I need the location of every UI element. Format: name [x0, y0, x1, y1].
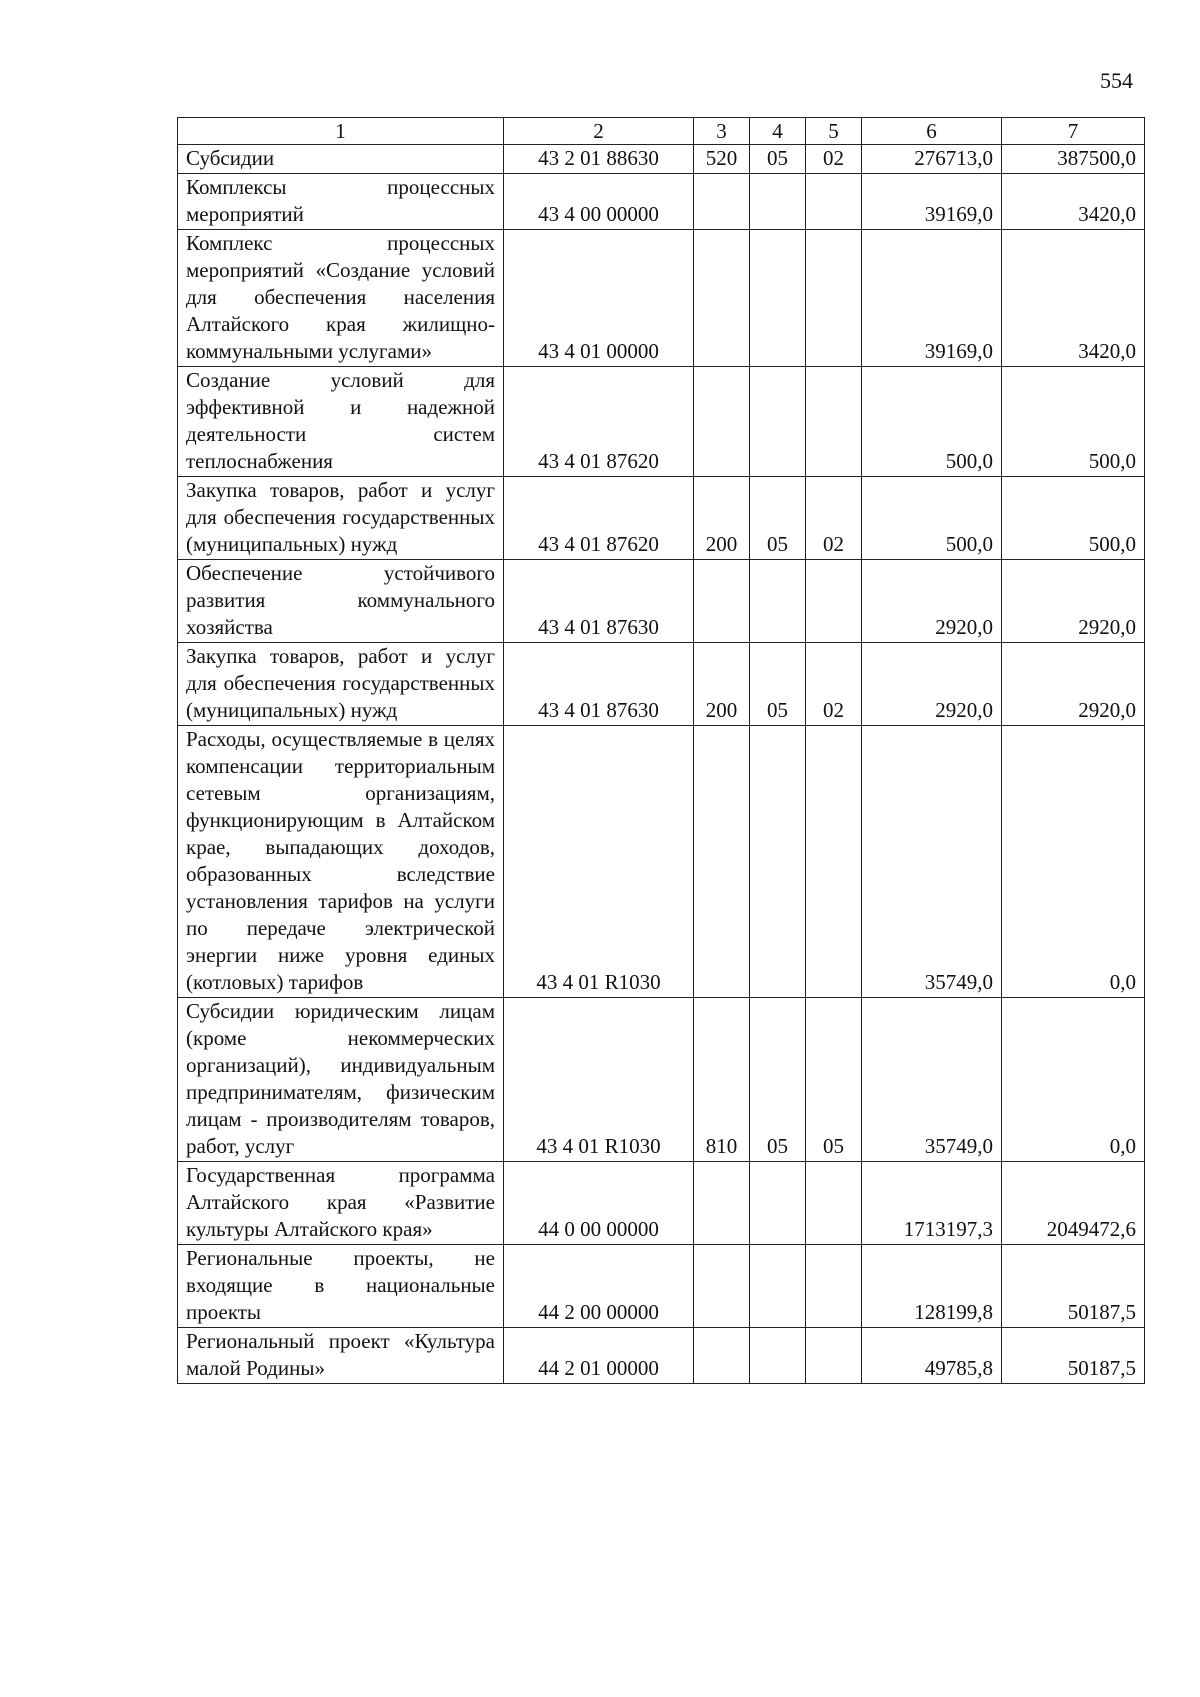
- col-header-6: 6: [862, 118, 1002, 145]
- row-c7: 50187,5: [1002, 1328, 1145, 1384]
- row-c6: 49785,8: [862, 1328, 1002, 1384]
- row-c7: 0,0: [1002, 998, 1145, 1162]
- row-c6: 39169,0: [862, 230, 1002, 367]
- row-c3: [694, 174, 750, 230]
- table-row: [178, 1328, 1145, 1384]
- row-code: 43 4 01 87630: [504, 560, 694, 643]
- row-c4: 05: [750, 643, 806, 726]
- header-row: [178, 118, 1145, 145]
- row-c7: 2920,0: [1002, 560, 1145, 643]
- table-row: [178, 998, 1145, 1162]
- page-number: 554: [1100, 68, 1133, 93]
- row-c5: [806, 230, 862, 367]
- col-header-2: 2: [504, 118, 694, 145]
- row-code: 43 4 01 87620: [504, 367, 694, 477]
- row-c7: 0,0: [1002, 726, 1145, 998]
- table-row: [178, 174, 1145, 230]
- row-c5: [806, 367, 862, 477]
- table-row: [178, 1245, 1145, 1328]
- col-header-7: 7: [1002, 118, 1145, 145]
- row-c3: 520: [694, 145, 750, 174]
- row-c6: 39169,0: [862, 174, 1002, 230]
- row-c4: 05: [750, 145, 806, 174]
- row-c4: [750, 726, 806, 998]
- row-c3: [694, 1328, 750, 1384]
- row-name: Комплекс процессных мероприятий «Создание условий для обеспечения населения Алтайского края жилищно-коммунальными услугами»: [178, 230, 504, 367]
- row-name: Создание условий для эффективной и надежной деятельности систем теплоснабжения: [178, 367, 504, 477]
- row-c3: [694, 726, 750, 998]
- row-c5: [806, 174, 862, 230]
- row-c6: 1713197,3: [862, 1162, 1002, 1245]
- row-c5: [806, 1328, 862, 1384]
- row-c4: [750, 1245, 806, 1328]
- row-c6: 500,0: [862, 367, 1002, 477]
- row-code: 43 2 01 88630: [504, 145, 694, 174]
- row-c4: 05: [750, 477, 806, 560]
- row-c6: 2920,0: [862, 560, 1002, 643]
- row-c3: [694, 1245, 750, 1328]
- col-header-5: 5: [806, 118, 862, 145]
- row-name: Комплексы процессных мероприятий: [178, 174, 504, 230]
- table-row: [178, 643, 1145, 726]
- table-row: [178, 477, 1145, 560]
- col-header-3: 3: [694, 118, 750, 145]
- row-c6: 35749,0: [862, 998, 1002, 1162]
- row-c3: 810: [694, 998, 750, 1162]
- row-c5: 02: [806, 477, 862, 560]
- row-code: 43 4 01 R1030: [504, 998, 694, 1162]
- row-c6: 276713,0: [862, 145, 1002, 174]
- row-code: 43 4 00 00000: [504, 174, 694, 230]
- row-code: 44 2 01 00000: [504, 1328, 694, 1384]
- table-row: [178, 560, 1145, 643]
- row-code: 43 4 01 00000: [504, 230, 694, 367]
- row-code: 43 4 01 87620: [504, 477, 694, 560]
- row-c7: 500,0: [1002, 367, 1145, 477]
- row-c5: 02: [806, 145, 862, 174]
- row-c7: 2920,0: [1002, 643, 1145, 726]
- row-code: 44 0 00 00000: [504, 1162, 694, 1245]
- row-c4: [750, 560, 806, 643]
- row-c3: 200: [694, 643, 750, 726]
- row-c4: [750, 1162, 806, 1245]
- col-header-4: 4: [750, 118, 806, 145]
- table-row: [178, 145, 1145, 174]
- row-c3: [694, 367, 750, 477]
- row-name: Региональные проекты, не входящие в национальные проекты: [178, 1245, 504, 1328]
- row-c6: 128199,8: [862, 1245, 1002, 1328]
- row-c7: 2049472,6: [1002, 1162, 1145, 1245]
- row-name: Закупка товаров, работ и услуг для обеспечения государственных (муниципальных) нужд: [178, 643, 504, 726]
- row-c4: 05: [750, 998, 806, 1162]
- row-name: Государственная программа Алтайского края «Развитие культуры Алтайского края»: [178, 1162, 504, 1245]
- row-c7: 500,0: [1002, 477, 1145, 560]
- budget-table: [177, 117, 1145, 1384]
- row-name: Субсидии: [178, 145, 504, 174]
- row-name: Закупка товаров, работ и услуг для обеспечения государственных (муниципальных) нужд: [178, 477, 504, 560]
- row-c7: 50187,5: [1002, 1245, 1145, 1328]
- table-row: [178, 726, 1145, 998]
- row-c6: 2920,0: [862, 643, 1002, 726]
- row-c3: [694, 1162, 750, 1245]
- row-c4: [750, 1328, 806, 1384]
- row-c5: [806, 1245, 862, 1328]
- table-row: [178, 230, 1145, 367]
- row-name: Субсидии юридическим лицам (кроме некоммерческих организаций), индивидуальным предпринимателям, физическим лицам - производителям товаров, работ, услуг: [178, 998, 504, 1162]
- row-name: Обеспечение устойчивого развития коммунального хозяйства: [178, 560, 504, 643]
- row-c3: 200: [694, 477, 750, 560]
- row-c5: 05: [806, 998, 862, 1162]
- row-code: 43 4 01 R1030: [504, 726, 694, 998]
- row-c5: [806, 726, 862, 998]
- col-header-1: 1: [178, 118, 504, 145]
- row-c6: 500,0: [862, 477, 1002, 560]
- row-c5: [806, 560, 862, 643]
- row-c7: 387500,0: [1002, 145, 1145, 174]
- row-c4: [750, 230, 806, 367]
- row-c3: [694, 560, 750, 643]
- row-code: 43 4 01 87630: [504, 643, 694, 726]
- row-code: 44 2 00 00000: [504, 1245, 694, 1328]
- row-c3: [694, 230, 750, 367]
- table-row: [178, 367, 1145, 477]
- table-row: [178, 1162, 1145, 1245]
- row-c7: 3420,0: [1002, 174, 1145, 230]
- row-c5: [806, 1162, 862, 1245]
- row-c6: 35749,0: [862, 726, 1002, 998]
- row-name: Региональный проект «Культура малой Родины»: [178, 1328, 504, 1384]
- row-name: Расходы, осуществляемые в целях компенсации территориальным сетевым организациям, функционирующим в Алтайском крае, выпадающих доходов, образованных вследствие установления тарифов на услуги по передаче электрической энергии ниже уровня единых (котловых) тарифов: [178, 726, 504, 998]
- row-c4: [750, 367, 806, 477]
- row-c7: 3420,0: [1002, 230, 1145, 367]
- row-c5: 02: [806, 643, 862, 726]
- row-c4: [750, 174, 806, 230]
